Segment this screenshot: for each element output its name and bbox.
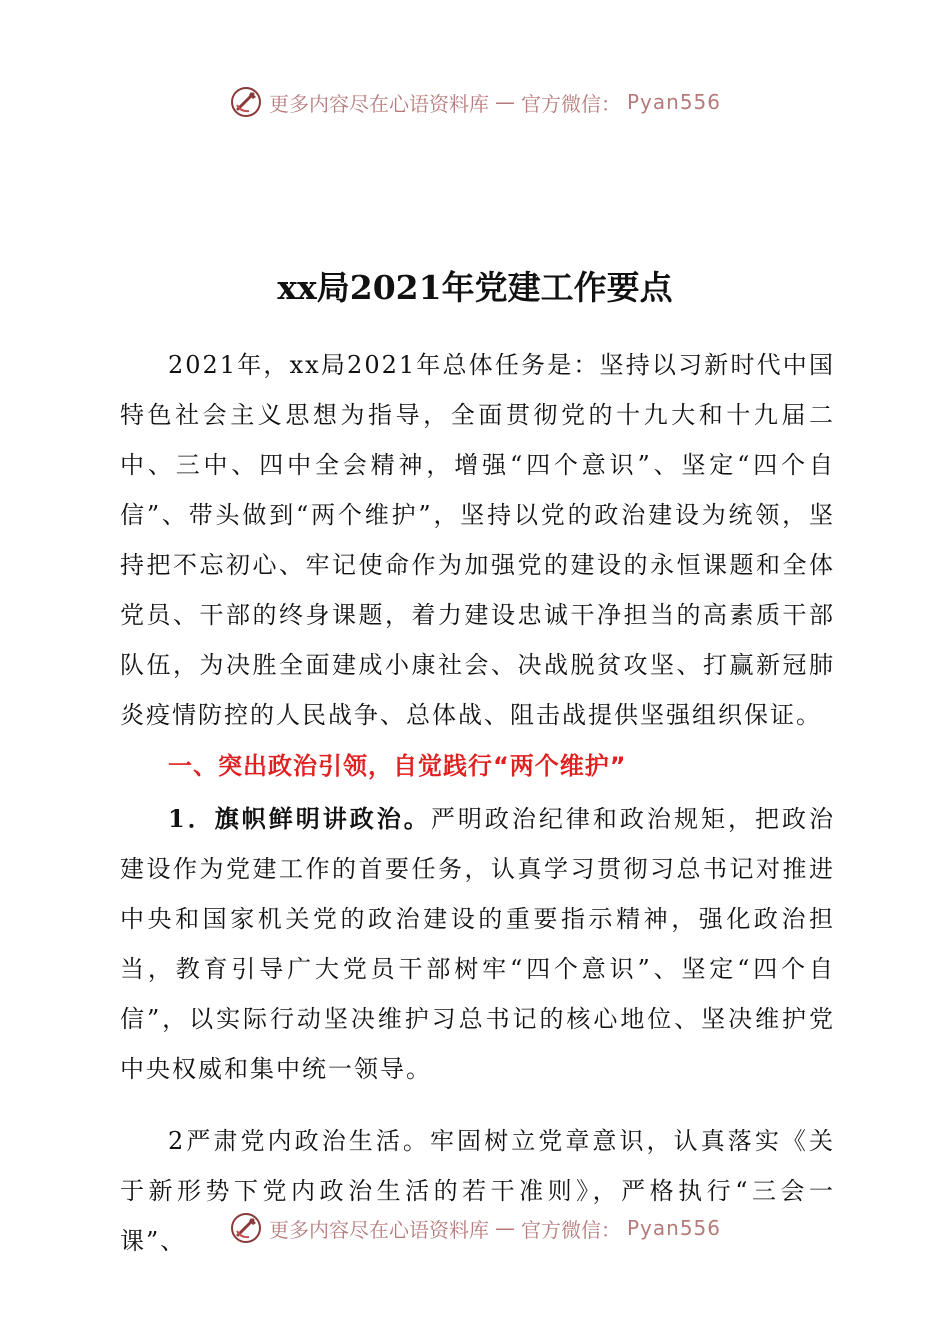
intro-paragraph: 2021年，xx局2021年总体任务是：坚持以习新时代中国特色社会主义思想为指导，全面贯彻党的十九大和十九届二中、三中、四中全会精神，增强“四个意识”、坚定“四个自信”、带头做到“两个维护”，坚持以党的政治建设为统领，坚持把不忘初心、牢记使命作为加强党的建设的永恒课题和全体党员、干部的终身课题，着力建设忠诚干净担当的高素质干部队伍，为决胜全面建成小康社会、决战脱贫攻坚、打赢新冠肺炎疫情防控的人民战争、总体战、阻击战提供坚强组织保证。 (120, 351, 835, 729)
watermark-wechat-label: 官方微信： (520, 91, 621, 116)
document-body (120, 340, 835, 1266)
watermark-separator: — (494, 1216, 515, 1240)
watermark-text: 更多内容尽在心语资料库 (268, 91, 489, 116)
list-item-1 (120, 794, 835, 1094)
watermark-banner-top (0, 80, 950, 124)
watermark-banner-bottom (0, 1206, 950, 1250)
watermark-separator: — (494, 90, 515, 114)
pen-scroll-logo-icon (229, 85, 263, 119)
section-heading-1: 一、突出政治引领，自觉践行“两个维护” (168, 752, 627, 780)
document-title: xx局2021年党建工作要点 (277, 268, 673, 307)
list-item-1-lead: 1．旗帜鲜明讲政治。 (168, 804, 431, 833)
list-item-1-body: 严明政治纪律和政治规矩，把政治建设作为党建工作的首要任务，认真学习贯彻习总书记对推进中央和国家机关党的政治建设的重要指示精神，强化政治担当，教育引导广大党员干部树牢“四个意识”、坚定“四个自信”，以实际行动坚决维护习总书记的核心地位、坚决维护党中央权威和集中统一领导。 (120, 805, 836, 1083)
list-item-2: 2严肃党内政治生活。牢固树立党章意识，认真落实《关于新形势下党内政治生活的若干准则》，严格执行“三会一课”、 (120, 1127, 835, 1255)
watermark-text: 更多内容尽在心语资料库 (268, 1217, 489, 1242)
watermark-wechat-id: Pyan556 (626, 90, 721, 114)
watermark-wechat-label: 官方微信： (520, 1217, 621, 1242)
watermark-wechat-id: Pyan556 (626, 1216, 721, 1240)
pen-scroll-logo-icon (229, 1211, 263, 1245)
